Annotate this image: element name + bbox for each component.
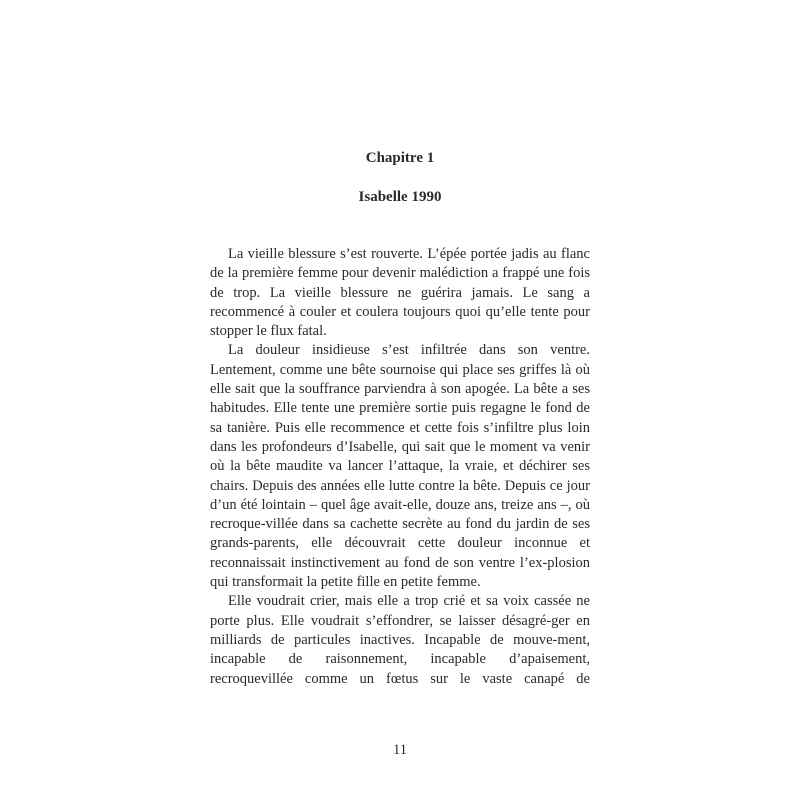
body-text xyxy=(210,245,590,689)
chapter-subtitle: Isabelle 1990 xyxy=(358,189,442,205)
chapter-title: Chapitre 1 xyxy=(365,150,435,166)
paragraph: La vieille blessure s’est rouverte. L’épée portée jadis au flanc de la première femme pour devenir malédiction a frappé une fois de trop. La vieille blessure ne guérira jamais. Le sang a recommencé à couler et coulera toujours quoi qu’elle tente pour stopper le flux fatal. xyxy=(210,246,590,340)
paragraph: La douleur insidieuse s’est infiltrée dans son ventre. Lentement, comme une bête sournoise qui place ses griffes là où elle sait que la souffrance parviendra à son apogée. La bête a ses habitudes. Elle tente une première sortie puis regagne le fond de sa tanière. Puis elle recommence et cette fois s’infiltre plus loin dans les profondeurs d’Isabelle, qui sait que le moment va venir où la bête maudite va lancer l’attaque, la vraie, et déchirer ses chairs. Depuis des années elle lutte contre la bête. Depuis ce jour d’un été lointain – quel âge avait-elle, douze ans, treize ans –, où recroque-villée dans sa cachette secrète au fond du jardin de ses grands-parents, elle découvrait cette douleur inconnue et reconnaissait instinctivement au fond de son ventre l’ex-plosion qui transformait la petite fille en petite femme. xyxy=(210,342,590,591)
paragraph: Elle voudrait crier, mais elle a trop crié et sa voix cassée ne porte plus. Elle voudrait s’effondrer, se laisser désagré-ger en milliards de particules inactives. Incapable de mouve-ment, incapable de raisonnement, incapable d’apaisement, recroquevillée comme un fœtus sur le vaste canapé de xyxy=(210,593,590,687)
page-number: 11 xyxy=(393,742,407,758)
